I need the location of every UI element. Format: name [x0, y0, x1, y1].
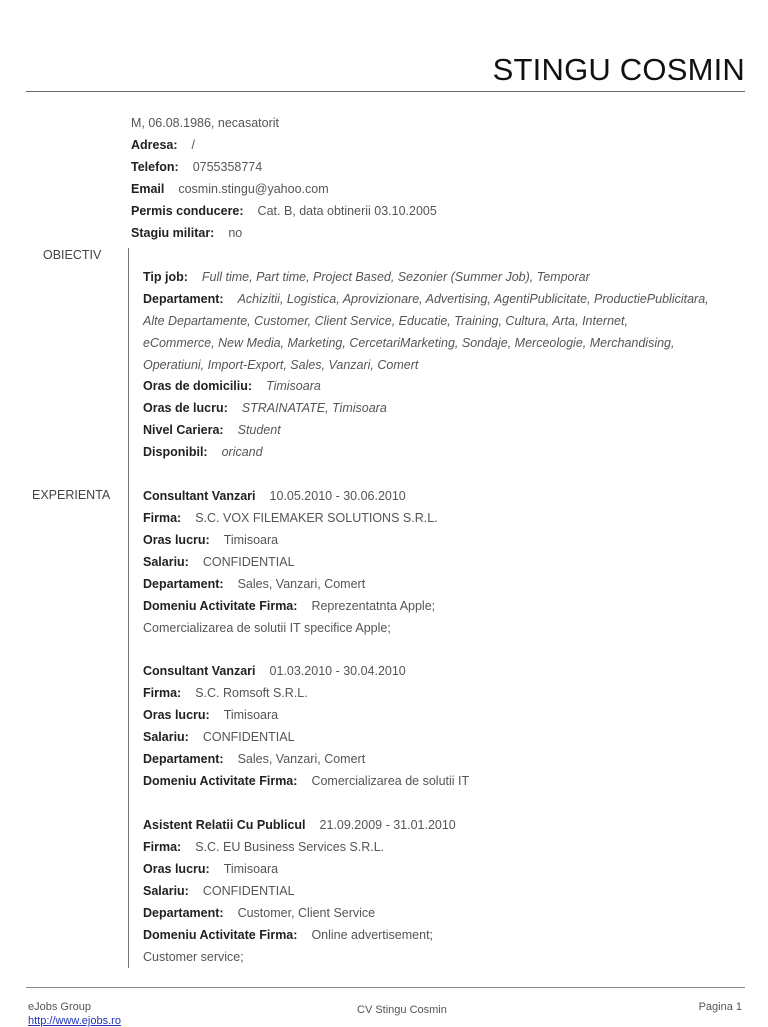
- job-department-value: Sales, Vanzari, Comert: [237, 752, 366, 766]
- firm-value: S.C. Romsoft S.R.L.: [195, 686, 308, 700]
- job-title-row: [143, 485, 406, 507]
- job-city-row: [143, 858, 278, 880]
- domain-value: Comercializarea de solutii IT: [311, 774, 470, 788]
- salary-label: Salariu:: [143, 730, 189, 744]
- available-row: [143, 441, 263, 463]
- job-period: 01.03.2010 - 30.04.2010: [269, 664, 406, 678]
- work-city-row: [143, 397, 387, 419]
- home-city-value: Timisoara: [266, 379, 321, 393]
- email-row: [131, 178, 329, 200]
- available-label: Disponibil:: [143, 445, 208, 459]
- firm-label: Firma:: [143, 840, 182, 854]
- footer-doc-title: CV Stingu Cosmin: [357, 1004, 447, 1016]
- career-level-row: [143, 419, 281, 441]
- job-city-row: [143, 704, 278, 726]
- job-period: 21.09.2009 - 31.01.2010: [319, 818, 456, 832]
- job-domain-row: [143, 770, 469, 792]
- job-title-row: [143, 660, 406, 682]
- job-department-label: Departament:: [143, 577, 224, 591]
- job-city-row: [143, 529, 278, 551]
- job-domain-row: [143, 924, 433, 946]
- license-value: Cat. B, data obtinerii 03.10.2005: [257, 204, 437, 218]
- firm-value: S.C. VOX FILEMAKER SOLUTIONS S.R.L.: [195, 511, 438, 525]
- section-vertical-rule: [128, 248, 129, 968]
- job-firm-row: [143, 836, 384, 858]
- footer-link[interactable]: [28, 1015, 121, 1027]
- footer-link-anchor[interactable]: http://www.ejobs.ro: [28, 1015, 121, 1027]
- job-firm-row: [143, 507, 438, 529]
- department-row: [143, 288, 709, 310]
- career-level-label: Nivel Cariera:: [143, 423, 224, 437]
- domain-value: Online advertisement;: [311, 928, 434, 942]
- salary-value: CONFIDENTIAL: [202, 884, 295, 898]
- job-salary-row: [143, 726, 295, 748]
- salary-value: CONFIDENTIAL: [202, 555, 295, 569]
- military-label: Stagiu militar:: [131, 226, 215, 240]
- domain-label: Domeniu Activitate Firma:: [143, 774, 298, 788]
- domain-label: Domeniu Activitate Firma:: [143, 599, 298, 613]
- home-city-row: [143, 375, 321, 397]
- job-department-row: [143, 748, 365, 770]
- military-value: no: [228, 226, 243, 240]
- job-title: Asistent Relatii Cu Publicul: [143, 818, 306, 832]
- department-continuation: Alte Departamente, Customer, Client Service, Educatie, Training, Cultura, Arta, Internet,: [143, 314, 628, 328]
- job-domain-row: [143, 595, 435, 617]
- department-continuation: eCommerce, New Media, Marketing, CercetariMarketing, Sondaje, Merceologie, Merchandising,: [143, 336, 675, 350]
- career-level-value: Student: [237, 423, 281, 437]
- domain-value: Reprezentatnta Apple;: [311, 599, 436, 613]
- job-firm-row: [143, 682, 308, 704]
- license-label: Permis conducere:: [131, 204, 244, 218]
- city-value: Timisoara: [223, 862, 279, 876]
- candidate-name: STINGU COSMIN: [492, 52, 745, 87]
- address-label: Adresa:: [131, 138, 178, 152]
- header-divider: [26, 91, 745, 92]
- firm-value: S.C. EU Business Services S.R.L.: [195, 840, 385, 854]
- job-department-label: Departament:: [143, 906, 224, 920]
- email-label: Email: [131, 182, 165, 196]
- firm-label: Firma:: [143, 511, 182, 525]
- footer-page-number: Pagina 1: [698, 1001, 742, 1013]
- job-department-label: Departament:: [143, 752, 224, 766]
- department-value-line: Achizitii, Logistica, Aprovizionare, Advertising, AgentiPublicitate, ProductiePublicitara,: [237, 292, 709, 306]
- license-row: [131, 200, 437, 222]
- domain-label: Domeniu Activitate Firma:: [143, 928, 298, 942]
- job-title: Consultant Vanzari: [143, 489, 256, 503]
- phone-row: [131, 156, 262, 178]
- job-domain-extra: Comercializarea de solutii IT specifice Apple;: [143, 621, 391, 635]
- phone-value: 0755358774: [192, 160, 263, 174]
- job-department-row: [143, 573, 365, 595]
- email-value[interactable]: cosmin.stingu@yahoo.com: [178, 182, 329, 196]
- job-department-value: Customer, Client Service: [237, 906, 376, 920]
- address-value: /: [191, 138, 196, 152]
- department-continuation: Operatiuni, Import-Export, Sales, Vanzari, Comert: [143, 358, 419, 372]
- city-value: Timisoara: [223, 708, 279, 722]
- job-type-row: [143, 266, 590, 288]
- available-value: oricand: [221, 445, 263, 459]
- city-value: Timisoara: [223, 533, 279, 547]
- job-department-row: [143, 902, 375, 924]
- salary-label: Salariu:: [143, 555, 189, 569]
- job-title: Consultant Vanzari: [143, 664, 256, 678]
- work-city-value: STRAINATATE, Timisoara: [241, 401, 387, 415]
- footer-company: eJobs Group: [28, 1001, 91, 1013]
- footer-divider: [26, 987, 745, 988]
- personal-summary: M, 06.08.1986, necasatorit: [131, 116, 280, 130]
- city-label: Oras lucru:: [143, 708, 210, 722]
- salary-label: Salariu:: [143, 884, 189, 898]
- job-type-value: Full time, Part time, Project Based, Sezonier (Summer Job), Temporar: [201, 270, 590, 284]
- phone-label: Telefon:: [131, 160, 179, 174]
- home-city-label: Oras de domiciliu:: [143, 379, 253, 393]
- section-label-objective: OBIECTIV: [43, 248, 102, 262]
- job-salary-row: [143, 880, 295, 902]
- city-label: Oras lucru:: [143, 533, 210, 547]
- job-domain-extra: Customer service;: [143, 950, 244, 964]
- job-title-row: [143, 814, 456, 836]
- work-city-label: Oras de lucru:: [143, 401, 228, 415]
- address-row: [131, 134, 195, 156]
- job-period: 10.05.2010 - 30.06.2010: [269, 489, 406, 503]
- job-salary-row: [143, 551, 295, 573]
- job-type-label: Tip job:: [143, 270, 188, 284]
- firm-label: Firma:: [143, 686, 182, 700]
- job-department-value: Sales, Vanzari, Comert: [237, 577, 366, 591]
- military-row: [131, 222, 242, 244]
- department-label: Departament:: [143, 292, 224, 306]
- salary-value: CONFIDENTIAL: [202, 730, 295, 744]
- city-label: Oras lucru:: [143, 862, 210, 876]
- section-label-experience: EXPERIENTA: [32, 488, 111, 502]
